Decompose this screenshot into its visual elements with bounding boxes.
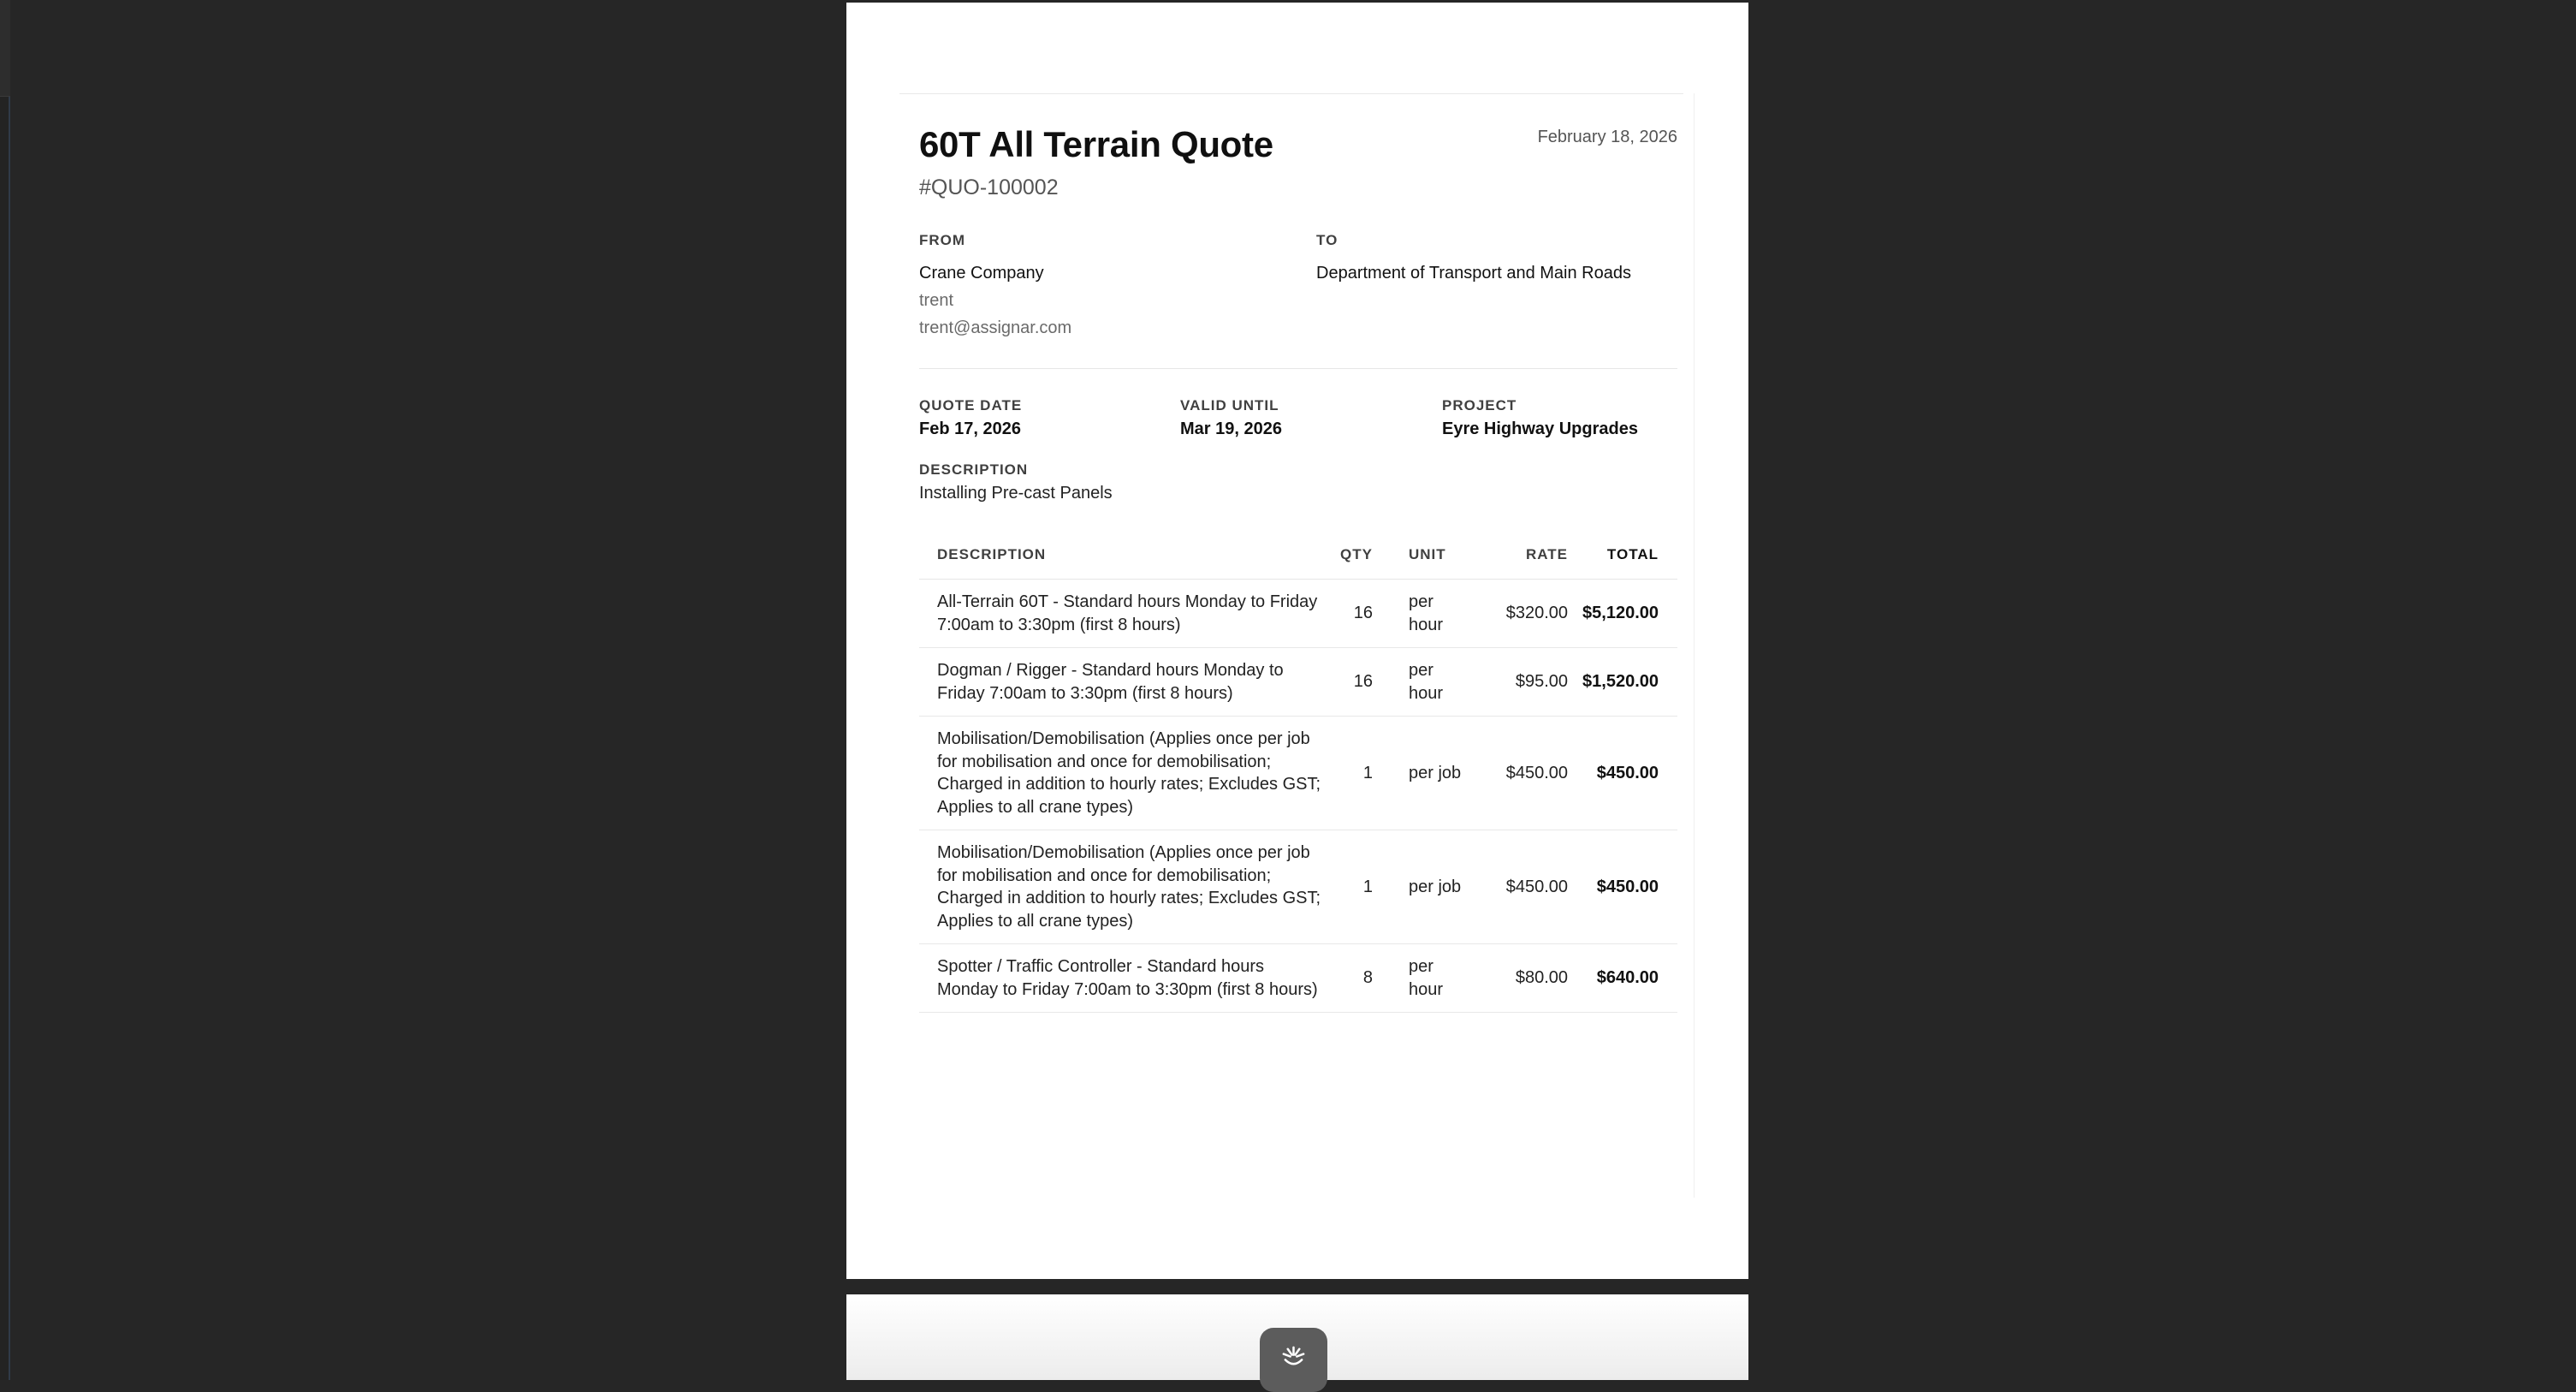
project-value: Eyre Highway Upgrades [1442, 419, 1638, 438]
row-total: $640.00 [1568, 944, 1677, 1013]
page-top-divider [899, 93, 1683, 94]
row-description: Spotter / Traffic Controller - Standard hours Monday to Friday 7:00am to 3:30pm (first 8 hours) [919, 944, 1322, 1013]
row-qty: 16 [1322, 648, 1373, 717]
column-header-description: DESCRIPTION [919, 531, 1322, 580]
row-unit: per job [1373, 717, 1462, 830]
quote-number: #QUO-100002 [919, 175, 1059, 199]
row-total: $450.00 [1568, 830, 1677, 944]
row-description: Mobilisation/Demobilisation (Applies once per job for mobilisation and once for demobilisation; Charged in addition to hourly rates; Excludes GST; Applies to all crane types) [919, 717, 1322, 830]
page-right-divider [1694, 93, 1695, 1198]
quote-header-date: February 18, 2026 [1537, 128, 1677, 146]
assistant-button[interactable] [1260, 1328, 1327, 1392]
row-rate: $450.00 [1462, 830, 1568, 944]
row-unit: per hour [1373, 944, 1462, 1013]
table-row [919, 944, 1677, 1013]
row-total: $450.00 [1568, 717, 1677, 830]
row-total: $1,520.00 [1568, 648, 1677, 717]
row-total: $5,120.00 [1568, 580, 1677, 648]
valid-until-label: VALID UNTIL [1180, 397, 1279, 413]
quote-date-value: Feb 17, 2026 [919, 419, 1021, 438]
from-label: FROM [919, 232, 966, 248]
row-description: All-Terrain 60T - Standard hours Monday to Friday 7:00am to 3:30pm (first 8 hours) [919, 580, 1322, 648]
table-header-row [919, 531, 1677, 580]
to-company: Department of Transport and Main Roads [1316, 264, 1631, 283]
quote-title: 60T All Terrain Quote [919, 124, 1273, 164]
window-corner [0, 0, 10, 97]
row-description: Mobilisation/Demobilisation (Applies once per job for mobilisation and once for demobilisation; Charged in addition to hourly rates; Excludes GST; Applies to all crane types) [919, 830, 1322, 944]
valid-until-value: Mar 19, 2026 [1180, 419, 1282, 438]
quote-date-label: QUOTE DATE [919, 397, 1023, 413]
row-rate: $95.00 [1462, 648, 1568, 717]
to-label: TO [1316, 232, 1338, 248]
table-row [919, 648, 1677, 717]
from-email: trent@assignar.com [919, 318, 1072, 337]
row-unit: per hour [1373, 580, 1462, 648]
leaf-logo-icon [1280, 1343, 1307, 1370]
from-company: Crane Company [919, 264, 1044, 283]
description-value: Installing Pre-cast Panels [919, 484, 1113, 503]
from-contact: trent [919, 291, 954, 310]
column-header-total: TOTAL [1568, 531, 1677, 580]
row-qty: 1 [1322, 830, 1373, 944]
table-row [919, 717, 1677, 830]
column-header-qty: QTY [1322, 531, 1373, 580]
row-rate: $320.00 [1462, 580, 1568, 648]
row-qty: 16 [1322, 580, 1373, 648]
row-unit: per hour [1373, 648, 1462, 717]
table-row [919, 580, 1677, 648]
row-unit: per job [1373, 830, 1462, 944]
row-rate: $450.00 [1462, 717, 1568, 830]
row-qty: 1 [1322, 717, 1373, 830]
table-row [919, 830, 1677, 944]
row-qty: 8 [1322, 944, 1373, 1013]
section-divider [919, 368, 1677, 369]
row-description: Dogman / Rigger - Standard hours Monday to Friday 7:00am to 3:30pm (first 8 hours) [919, 648, 1322, 717]
project-label: PROJECT [1442, 397, 1517, 413]
window-left-edge [0, 0, 10, 1380]
column-header-rate: RATE [1462, 531, 1568, 580]
column-header-unit: UNIT [1373, 531, 1462, 580]
description-label: DESCRIPTION [919, 461, 1029, 478]
line-items-table [919, 531, 1677, 1013]
row-rate: $80.00 [1462, 944, 1568, 1013]
quote-document-page [846, 3, 1748, 1279]
